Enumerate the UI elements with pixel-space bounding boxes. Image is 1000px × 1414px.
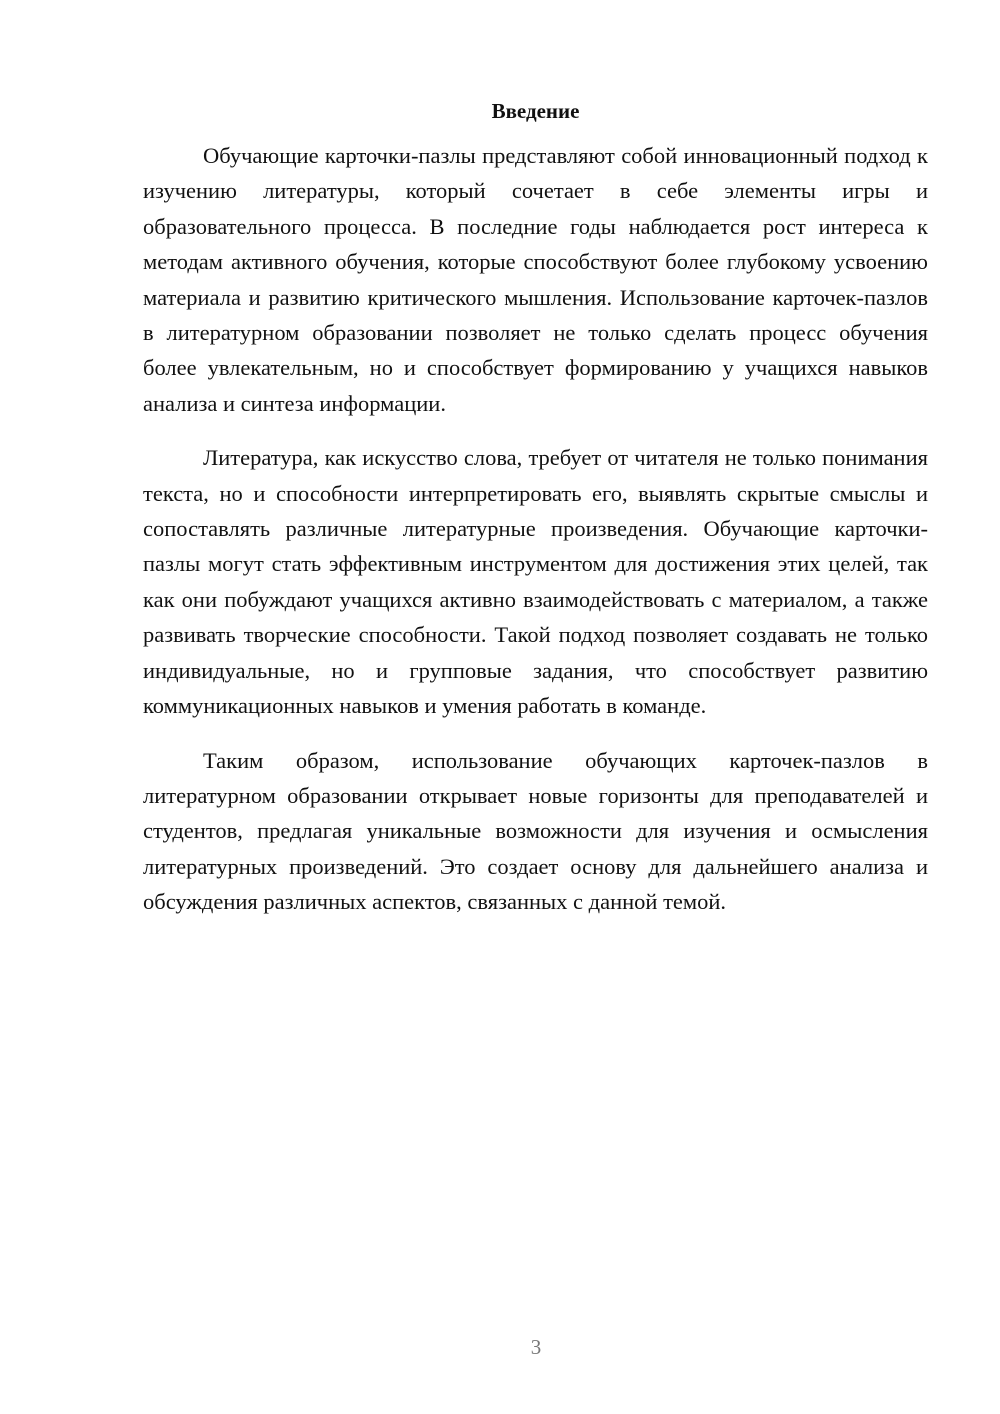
page-content: [143, 96, 928, 939]
paragraph-2: Литература, как искусство слова, требует от читателя не только понимания текста, но и способности интерпретировать его, выявлять скрытые смыслы и сопоставлять различные литературные произведения. Обучающие карточки-пазлы могут стать эффективным инструментом для достижения этих целей, так как они побуждают учащихся активно взаимодействовать с материалом, а также развивать творческие способности. Такой подход позволяет создавать не только индивидуальные, но и групповые задания, что способствует развитию коммуникационных навыков и умения работать в команде.: [143, 445, 928, 719]
page-number: 3: [530, 1335, 542, 1359]
section-heading: Введение: [491, 99, 580, 123]
paragraph-3: Таким образом, использование обучающих карточек-пазлов в литературном образовании открывает новые горизонты для преподавателей и студентов, предлагая уникальные возможности для изучения и осмысления литературных произведений. Это создает основу для дальнейшего анализа и обсуждения различных аспектов, связанных с данной темой.: [143, 747, 928, 915]
paragraph-1: Обучающие карточки-пазлы представляют собой инновационный подход к изучению литературы, который сочетает в себе элементы игры и образовательного процесса. В последние годы наблюдается рост интереса к методам активного обучения, которые способствуют более глубокому усвоению материала и развитию критического мышления. Использование карточек-пазлов в литературном образовании позволяет не только сделать процесс обучения более увлекательным, но и способствует формированию у учащихся навыков анализа и синтеза информации.: [143, 143, 928, 416]
